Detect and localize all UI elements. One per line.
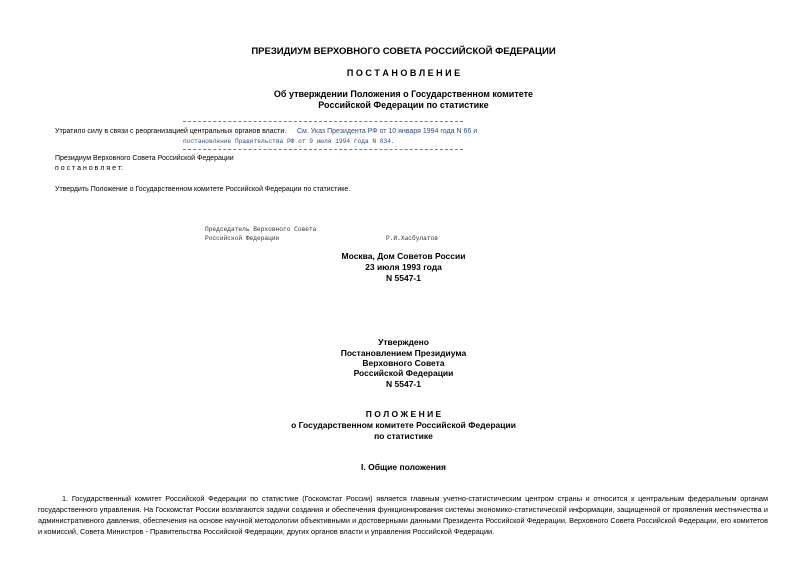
note-bottom-divider [183, 149, 463, 150]
note-top-divider [183, 121, 463, 122]
date: 23 июля 1993 года [365, 262, 442, 272]
see-decree-link[interactable]: См. Указ Президента РФ от 10 января 1994 года N 66 и [297, 128, 478, 135]
preamble-resolves: п о с т а н о в л я е т: [55, 165, 124, 172]
doc-type-heading: П О С Т А Н О В Л Е Н И Е [346, 68, 461, 78]
approval-line1: Утверждено [378, 337, 429, 347]
issuer-heading: ПРЕЗИДИУМ ВЕРХОВНОГО СОВЕТА РОССИЙСКОЙ ФЕДЕРАЦИИ [251, 46, 556, 57]
approval-line4: Российской Федерации [353, 368, 454, 378]
doc-title-line1: Об утверждении Положения о Государственном комитете [273, 89, 534, 99]
place: Москва, Дом Советов России [341, 251, 466, 261]
signer-position-line2: Российской Федерации [205, 235, 280, 242]
section-heading: I. Общие положения [361, 462, 446, 472]
regulation-subtitle2: по статистике [374, 431, 433, 441]
section-paragraph [38, 493, 768, 537]
lost-force-note: Утратило силу в связи с реорганизацией центральных органов власти. [55, 128, 287, 135]
signer-position-line1: Председатель Верховного Совета [205, 226, 317, 233]
regulation-title: П О Л О Ж Е Н И Е [365, 409, 442, 419]
approval-line3: Верховного Совета [362, 358, 445, 368]
see-resolution-link[interactable]: постановление Правительства РФ от 9 июля 1994 года N 834. [183, 138, 395, 145]
doc-number: N 5547-1 [386, 273, 421, 283]
approval-line5: N 5547-1 [386, 379, 421, 389]
signer-name: Р.И.Хасбулатов [386, 235, 438, 242]
preamble-body: Президиум Верховного Совета Российской Федерации [55, 155, 234, 162]
doc-title-line2: Российской Федерации по статистике [318, 100, 489, 110]
paragraph-1: 1. Государственный комитет Российской Федерации по статистике (Госкомстат России) является главным учетно-статистическим центром страны и относится к центральным федеральным органам государственного управления. На Госкомстат России возлагаются задачи создания и обеспечения функционирования системы экономико-статистической информации, защищенной от проявления местничества и административного давления, обеспечения на основе научной методологии объективными и достоверными данными Президента Российской Федерации, Верховного Совета Российской Федерации, его комитетов и комиссий, Совета Министров - Правительства Российской Федерации, других органов власти и управления Российской Федерации. [38, 494, 768, 536]
decision-text: Утвердить Положение о Государственном комитете Российской Федерации по статистике. [55, 186, 351, 193]
regulation-subtitle1: о Государственном комитете Российской Федерации [291, 420, 516, 430]
approval-line2: Постановлением Президиума [340, 348, 467, 358]
